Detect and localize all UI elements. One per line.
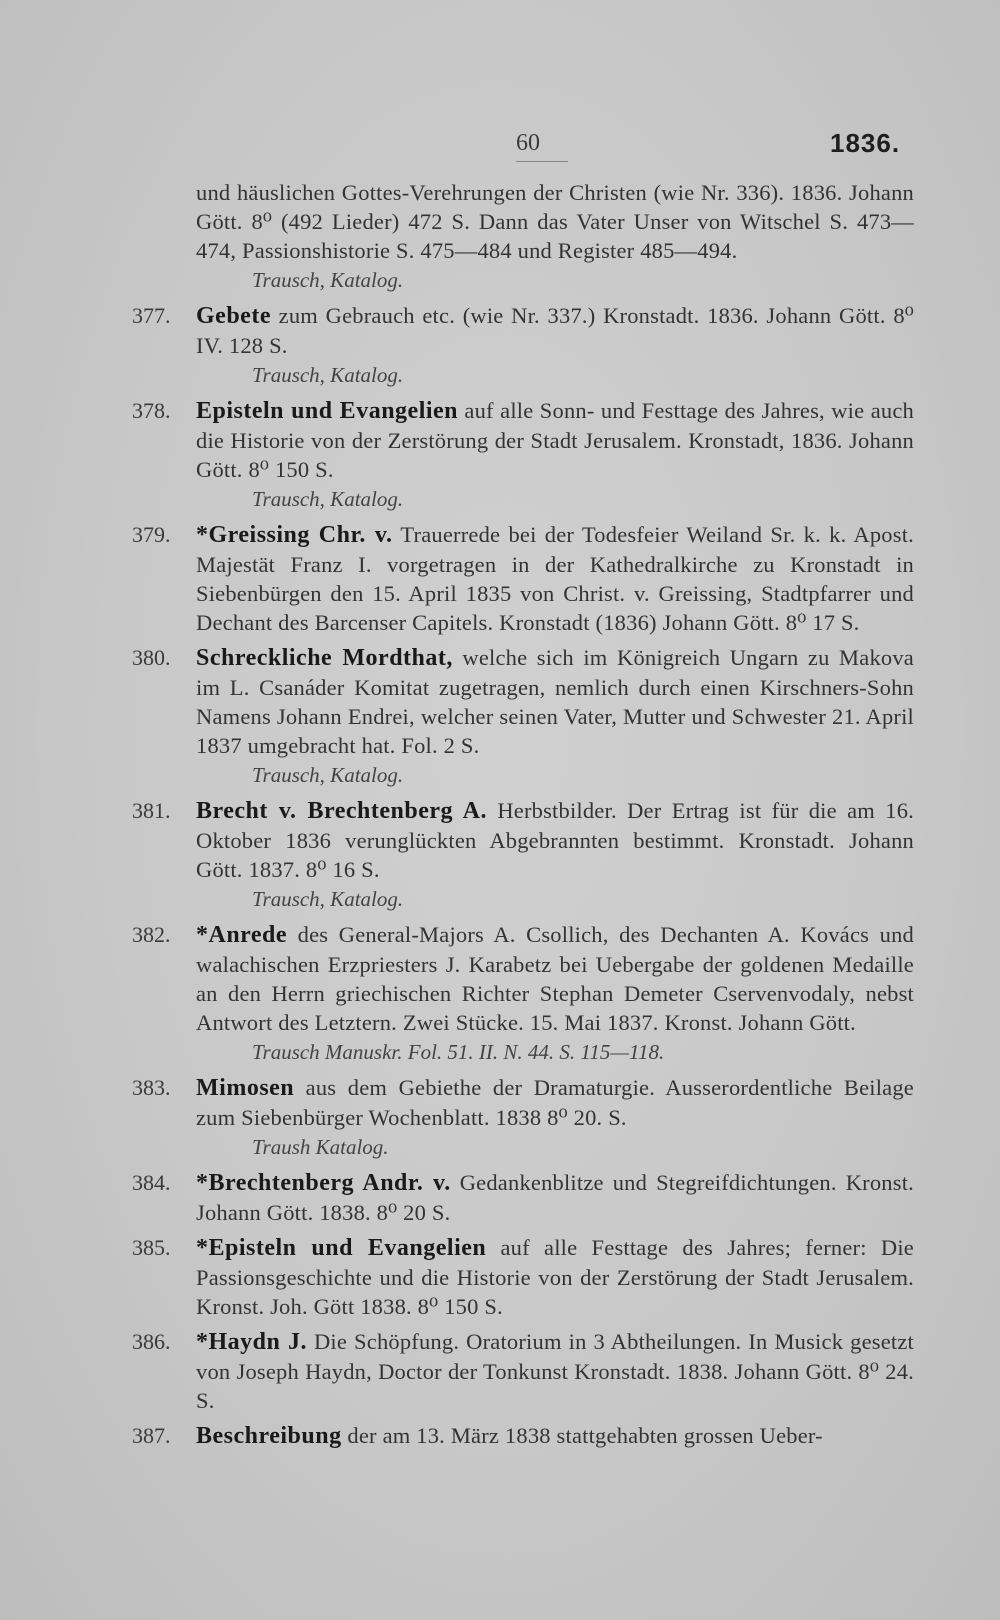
entry-reference: Trausch, Katalog. [252,487,404,511]
entry-title: *Greissing Chr. v. [196,522,393,548]
continuation-reference: Trausch, Katalog. [252,268,404,292]
page-body [0,178,1000,1451]
entry-text: Trauerrede bei der Todesfeier Weiland Sr. k. k. Apost. Majestät Franz I. vorgetragen in der Kathedralkirche zu Kronstadt in Siebenbürgen den 15. April 1835 von Christ. v. Greissing, Stadtpfarrer und Dechant des Barcenser Capitels. Kronstadt (1836) Johann Gött. 8⁰ 17 S. [196,522,914,635]
entry-number: 378. [132,398,171,423]
entry-reference: Trausch, Katalog. [252,763,404,787]
entry-title: Beschreibung [196,1423,342,1449]
entry-text: zum Gebrauch etc. (wie Nr. 337.) Kronstadt. 1836. Johann Gött. 8⁰ IV. 128 S. [196,303,914,358]
entry-text: des General-Majors A. Csollich, des Dechanten A. Kovács und walachischen Erzpriesters J. Karabetz bei Uebergabe der goldenen Medaille an den Herrn griechischen Richter Stephan Demeter Cservenvodaly, nebst Antwort des Letztern. Zwei Stücke. 15. Mai 1837. Kronst. Johann Gött. [196,922,914,1035]
bibliography-entry-385 [132,1233,914,1321]
entry-title: Episteln und Evangelien [196,398,459,424]
entry-title: *Episteln und Evangelien [196,1235,487,1261]
entry-number: 382. [132,922,171,947]
bibliography-entry-378 [132,396,914,514]
entry-number: 377. [132,303,171,328]
entry-reference: Trausch Manuskr. Fol. 51. II. N. 44. S. 115—118. [252,1040,665,1064]
bibliography-entry-384 [132,1168,914,1227]
running-header-year: 1836. [830,128,901,158]
bibliography-entry-380 [132,643,914,790]
entry-number: 386. [132,1329,171,1354]
entry-text: Gedankenblitze und Stegreifdichtungen. Kronst. Johann Gött. 1838. 8⁰ 20 S. [196,1170,914,1225]
entry-title: Schreckliche Mordthat, [196,645,453,671]
entry-reference: Trausch, Katalog. [252,363,404,387]
entry-reference: Trausch, Katalog. [252,887,404,911]
entry-text: welche sich im Königreich Ungarn zu Makova im L. Csanáder Komitat zugetragen, nemlich durch einen Kirschners-Sohn Namens Johann Endrei, welcher seinen Vater, Mutter und Schwester 21. April 1837 umgebracht hat. Fol. 2 S. [196,645,914,758]
entry-text: Die Schöpfung. Oratorium in 3 Abtheilungen. In Musick gesetzt von Joseph Haydn, Doctor der Tonkunst Kronstadt. 1838. Johann Gött. 8⁰ 24. S. [196,1329,914,1413]
bibliography-entry-383 [132,1073,914,1162]
entry-number: 387. [132,1423,171,1448]
continuation-paragraph [196,178,914,295]
entry-number: 383. [132,1075,171,1100]
entry-title: *Haydn J. [196,1329,308,1355]
entry-title: *Brechtenberg Andr. v. [196,1170,451,1196]
entry-number: 381. [132,798,171,823]
bibliography-entry-379 [132,520,914,637]
entry-title: Mimosen [196,1075,295,1101]
entry-title: Gebete [196,303,271,329]
entry-number: 380. [132,645,171,670]
bibliography-entry-377 [132,301,914,390]
entry-text: auf alle Sonn- und Festtage des Jahres, wie auch die Historie von der Zerstörung der Stadt Jerusalem. Kronstadt, 1836. Johann Gött. 8⁰ 150 S. [196,398,914,482]
entry-text: der am 13. März 1838 stattgehabten grossen Ueber- [341,1423,823,1448]
entry-title: Brecht v. Brechtenberg A. [196,798,488,824]
bibliography-entry-381 [132,796,915,914]
entry-text: auf alle Festtage des Jahres; ferner: Die Passionsgeschichte und die Historie von der Zerstörung der Stadt Jerusalem. Kronst. Joh. Gött 1838. 8⁰ 150 S. [196,1235,914,1319]
bibliography-entry-382 [132,920,914,1067]
entry-title: *Anrede [196,922,288,948]
bibliography-entry-386 [132,1327,914,1415]
bibliography-entry-387 [132,1421,914,1451]
entry-text: aus dem Gebiethe der Dramaturgie. Ausserordentliche Beilage zum Siebenbürger Wochenblatt. 1838 8⁰ 20. S. [196,1075,914,1130]
entry-text: Herbstbilder. Der Ertrag ist für die am 16. Oktober 1836 verunglückten Abgebrannten bestimmt. Kronstadt. Johann Gött. 1837. 8⁰ 16 S. [196,798,915,882]
page-header [0,126,1000,166]
entry-number: 385. [132,1235,171,1260]
entry-reference: Traush Katalog. [252,1135,389,1159]
page-number: 60 [516,130,568,162]
continuation-text: und häuslichen Gottes-Verehrungen der Christen (wie Nr. 336). 1836. Johann Gött. 8⁰ (492 Lieder) 472 S. Dann das Vater Unser von Witschel S. 473—474, Passionshistorie S. 475—484 und Register 485—494. [196,180,914,263]
entry-number: 379. [132,522,171,547]
entry-number: 384. [132,1170,171,1195]
